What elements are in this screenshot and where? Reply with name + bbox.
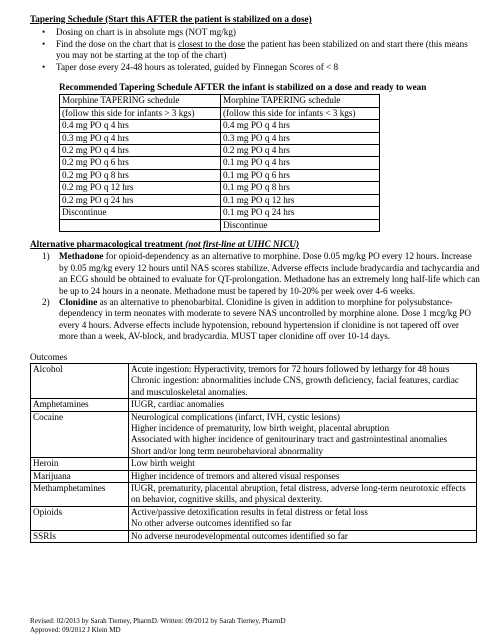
outcome-effects: [129, 363, 477, 398]
bullet-underlined-text: closest to the dose: [177, 38, 246, 49]
tapering-cell-over-3kg: 0.2 mg PO q 6 hrs: [60, 157, 221, 169]
tapering-row: [60, 194, 380, 206]
outcome-effect-line: Associated with higher incidence of genitourinary tract and gastrointestinal anomalies: [131, 434, 448, 445]
bullet-text: Taper dose every 24-48 hours as tolerated, guided by Finnegan Scores of < 8: [56, 61, 339, 72]
tapering-cell-under-3kg: 0.1 mg PO q 12 hrs: [221, 194, 380, 206]
outcome-substance: Methamphetamines: [31, 483, 129, 507]
tapering-cell-over-3kg: 0.2 mg PO q 4 hrs: [60, 145, 221, 157]
outcome-substance: Marijuana: [31, 470, 129, 482]
alternative-treatment-section: [30, 239, 480, 343]
outcome-effect-line: No other adverse outcomes identified so far: [131, 518, 292, 529]
tapering-row: [60, 120, 380, 132]
bullet-text: Dosing on chart is in absolute mgs (NOT mg/kg): [56, 27, 236, 38]
outcomes-row: [31, 530, 477, 542]
tapering-table-title: Recommended Tapering Schedule AFTER the infant is stabilized on a dose and ready to wean: [59, 82, 427, 93]
item-number: 1): [42, 251, 50, 262]
tapering-row: [60, 169, 380, 181]
footer-approved: Approved: 09/2012 J Klein MD: [30, 626, 121, 634]
tapering-row: [60, 145, 380, 157]
drug-name: Methadone: [59, 251, 104, 262]
outcomes-row: [31, 458, 477, 470]
outcome-substance: Opioids: [31, 506, 129, 530]
outcomes-row: [31, 470, 477, 482]
tapering-bullets: [30, 27, 480, 73]
tapering-row: [60, 207, 380, 219]
outcome-effect-line: Low birth weight: [131, 458, 195, 469]
outcome-effects: [129, 458, 477, 470]
bullet-text: the patient has been stabilized on and start there (this means you may not be starting at the top of the chart): [56, 38, 468, 61]
outcomes-row: [31, 363, 477, 398]
outcome-effects: [129, 483, 477, 507]
tapering-cell-under-3kg: (follow this side for infants < 3 kgs): [221, 107, 380, 119]
tapering-row: [60, 182, 380, 194]
tapering-cell-under-3kg: Morphine TAPERING schedule: [221, 95, 380, 107]
outcome-effect-line: Higher incidence of tremors and altered visual responses: [131, 470, 340, 481]
tapering-cell-over-3kg: Morphine TAPERING schedule: [60, 95, 221, 107]
tapering-row: [60, 132, 380, 144]
tapering-row: [60, 107, 380, 119]
outcome-effects: [129, 530, 477, 542]
outcome-substance: Alcohol: [31, 363, 129, 398]
tapering-row: [60, 219, 380, 231]
outcome-effect-line: Acute ingestion: Hyperactivity, tremors for 72 hours followed by lethargy for 48 hours: [131, 363, 450, 374]
outcome-effect-line: Neurological complications (infarct, IVH, cystic lesions): [131, 411, 340, 422]
alternative-treatment-note: (not first-line at UIHC NICU): [185, 238, 300, 249]
alternative-item-methadone: [30, 251, 480, 297]
bullet-item: [56, 27, 480, 38]
outcome-effect-line: No adverse neurodevelopmental outcomes identified so far: [131, 530, 348, 541]
tapering-table: [59, 94, 380, 231]
tapering-cell-over-3kg: 0.4 mg PO q 4 hrs: [60, 120, 221, 132]
outcome-effect-line: IUGR, cardiac anomalies: [131, 399, 225, 410]
outcomes-row: [31, 506, 477, 530]
drug-name: Clonidine: [59, 296, 98, 307]
tapering-cell-over-3kg: 0.2 mg PO q 12 hrs: [60, 182, 221, 194]
footer-revised: Revised: 02/2013 by Sarah Tierney, PharmD. Written: 09/2012 by Sarah Tierney, PharmD: [30, 617, 286, 625]
outcome-effect-line: IUGR, prematurity, placental abruption, fetal distress, adverse long-term neurotoxic effects on behavior, cognitive skills, and physical dexterity.: [131, 483, 466, 505]
outcome-effect-line: Short and/or long term neurobehavioral abnormality: [131, 445, 324, 456]
outcome-substance: Cocaine: [31, 411, 129, 458]
tapering-cell-over-3kg: 0.2 mg PO q 24 hrs: [60, 194, 221, 206]
outcome-effects: [129, 399, 477, 411]
alternative-treatment-list: [30, 251, 480, 342]
tapering-row: [60, 157, 380, 169]
tapering-cell-under-3kg: 0.1 mg PO q 24 hrs: [221, 207, 380, 219]
tapering-cell-over-3kg: (follow this side for infants > 3 kgs): [60, 107, 221, 119]
item-number: 2): [42, 296, 50, 307]
outcomes-table: [30, 363, 477, 543]
outcome-effects: [129, 506, 477, 530]
tapering-cell-under-3kg: 0.1 mg PO q 4 hrs: [221, 157, 380, 169]
outcome-effects: [129, 411, 477, 458]
tapering-cell-under-3kg: 0.3 mg PO q 4 hrs: [221, 132, 380, 144]
outcomes-title: Outcomes: [30, 351, 68, 362]
outcome-effect-line: Active/passive detoxification results in fetal distress or fetal loss: [131, 506, 368, 517]
outcomes-row: [31, 399, 477, 411]
tapering-cell-under-3kg: 0.1 mg PO q 8 hrs: [221, 182, 380, 194]
tapering-cell-over-3kg: Discontinue: [60, 207, 221, 219]
tapering-cell-over-3kg: 0.3 mg PO q 4 hrs: [60, 132, 221, 144]
document-page: [30, 14, 480, 543]
bullet-text: Find the dose on the chart that is: [56, 38, 178, 49]
item-text: for opioid-dependency as an alternative to morphine. Dose 0.05 mg/kg PO every 12 hours. Increase by 0.05 mg/kg every 12 hours until NAS scores stabilize. Adverse effects include bradycardia and tachycardia and an ECG should be obtained to evaluate for QT-prolongation. Methadone has an extremely long half-life which can be up to 24 hours in a neonate. Methadone must be tapered by 10-20% per week over 4-6 weeks.: [59, 251, 480, 296]
alternative-item-clonidine: [30, 297, 480, 343]
outcomes-row: [31, 483, 477, 507]
outcome-substance: Heroin: [31, 458, 129, 470]
tapering-row: [60, 95, 380, 107]
bullet-item: [56, 62, 480, 73]
tapering-cell-under-3kg: Discontinue: [221, 219, 380, 231]
tapering-cell-under-3kg: 0.1 mg PO q 6 hrs: [221, 169, 380, 181]
outcomes-row: [31, 411, 477, 458]
tapering-heading: Tapering Schedule (Start this AFTER the patient is stabilized on a dose): [30, 14, 312, 24]
outcome-effects: [129, 470, 477, 482]
tapering-cell-over-3kg: 0.2 mg PO q 8 hrs: [60, 169, 221, 181]
outcome-effect-line: Chronic ingestion: abnormalities include CNS, growth deficiency, facial features, cardiac and musculoskeletal anomalies.: [131, 375, 459, 397]
tapering-cell-under-3kg: 0.4 mg PO q 4 hrs: [221, 120, 380, 132]
item-text: as an alternative to phenobarbital. Clonidine is given in addition to morphine for polysubstance-dependency in term neonates with moderate to severe NAS uncontrolled by morphine alone. Dose 1 mcg/kg PO every 4 hours. Adverse effects include hypotension, rebound hypertension if clonidine is not tapered off over more than a week, AV-block, and bradycardia. MUST taper clonidine off over 10-14 days.: [59, 296, 472, 342]
bullet-item: [56, 39, 480, 62]
tapering-cell-over-3kg: [60, 219, 221, 231]
alternative-treatment-title: Alternative pharmacological treatment (not first-line at UIHC NICU): [30, 238, 300, 249]
footer: [30, 617, 286, 635]
outcome-substance: SSRIs: [31, 530, 129, 542]
tapering-cell-under-3kg: 0.2 mg PO q 4 hrs: [221, 145, 380, 157]
outcome-substance: Amphetamines: [31, 399, 129, 411]
outcome-effect-line: Higher incidence of prematurity, low birth weight, placental abruption: [131, 423, 390, 433]
